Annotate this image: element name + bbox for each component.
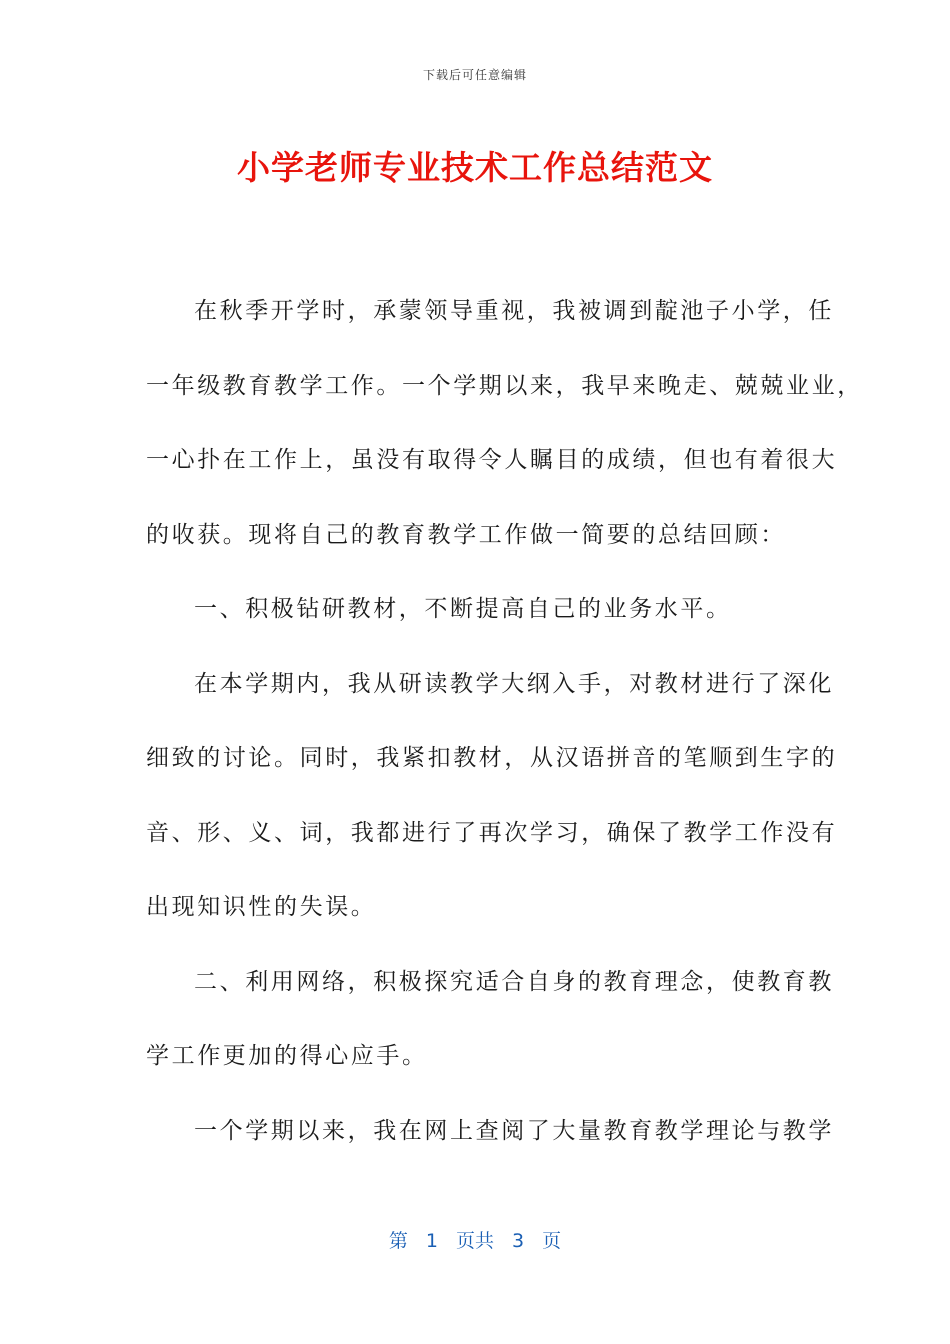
section-heading-continued: 学工作更加的得心应手。 [146,1043,428,1069]
paragraph-line: 一个学期以来，我在网上查阅了大量教育教学理论与教学 [194,1117,834,1144]
paragraph-line: 在秋季开学时，承蒙领导重视，我被调到靛池子小学，任 [194,298,834,324]
paragraph-line: 的收获。现将自己的教育教学工作做一简要的总结回顾： [146,521,786,548]
page-suffix: 页 [542,1230,562,1252]
document-body [146,274,863,1168]
section-heading: 一、积极钻研教材，不断提高自己的业务水平。 [194,596,732,622]
current-page-number: 1 [425,1230,438,1252]
section-heading: 二、利用网络，积极探究适合自身的教育理念，使教育教 [194,968,834,995]
page-footer [0,1226,950,1253]
page-label: 第 [388,1230,408,1252]
paragraph-line: 一心扑在工作上，虽没有取得令人瞩目的成绩，但也有着很大 [146,447,838,473]
paragraph-line: 一年级教育教学工作。一个学期以来，我早来晚走、兢兢业业， [146,372,863,399]
document-title: 小学老师专业技术工作总结范文 [237,148,713,187]
paragraph-line: 音、形、义、词，我都进行了再次学习，确保了教学工作没有 [146,819,838,846]
paragraph-line: 在本学期内，我从研读教学大纲入手，对教材进行了深化 [194,670,834,697]
header-note: 下载后可任意编辑 [422,68,527,82]
total-pages-number: 3 [512,1230,525,1252]
total-label: 页共 [455,1230,494,1252]
paragraph-line: 出现知识性的失误。 [146,894,377,920]
paragraph-line: 细致的讨论。同时，我紧扣教材，从汉语拼音的笔顺到生字的 [146,745,838,771]
